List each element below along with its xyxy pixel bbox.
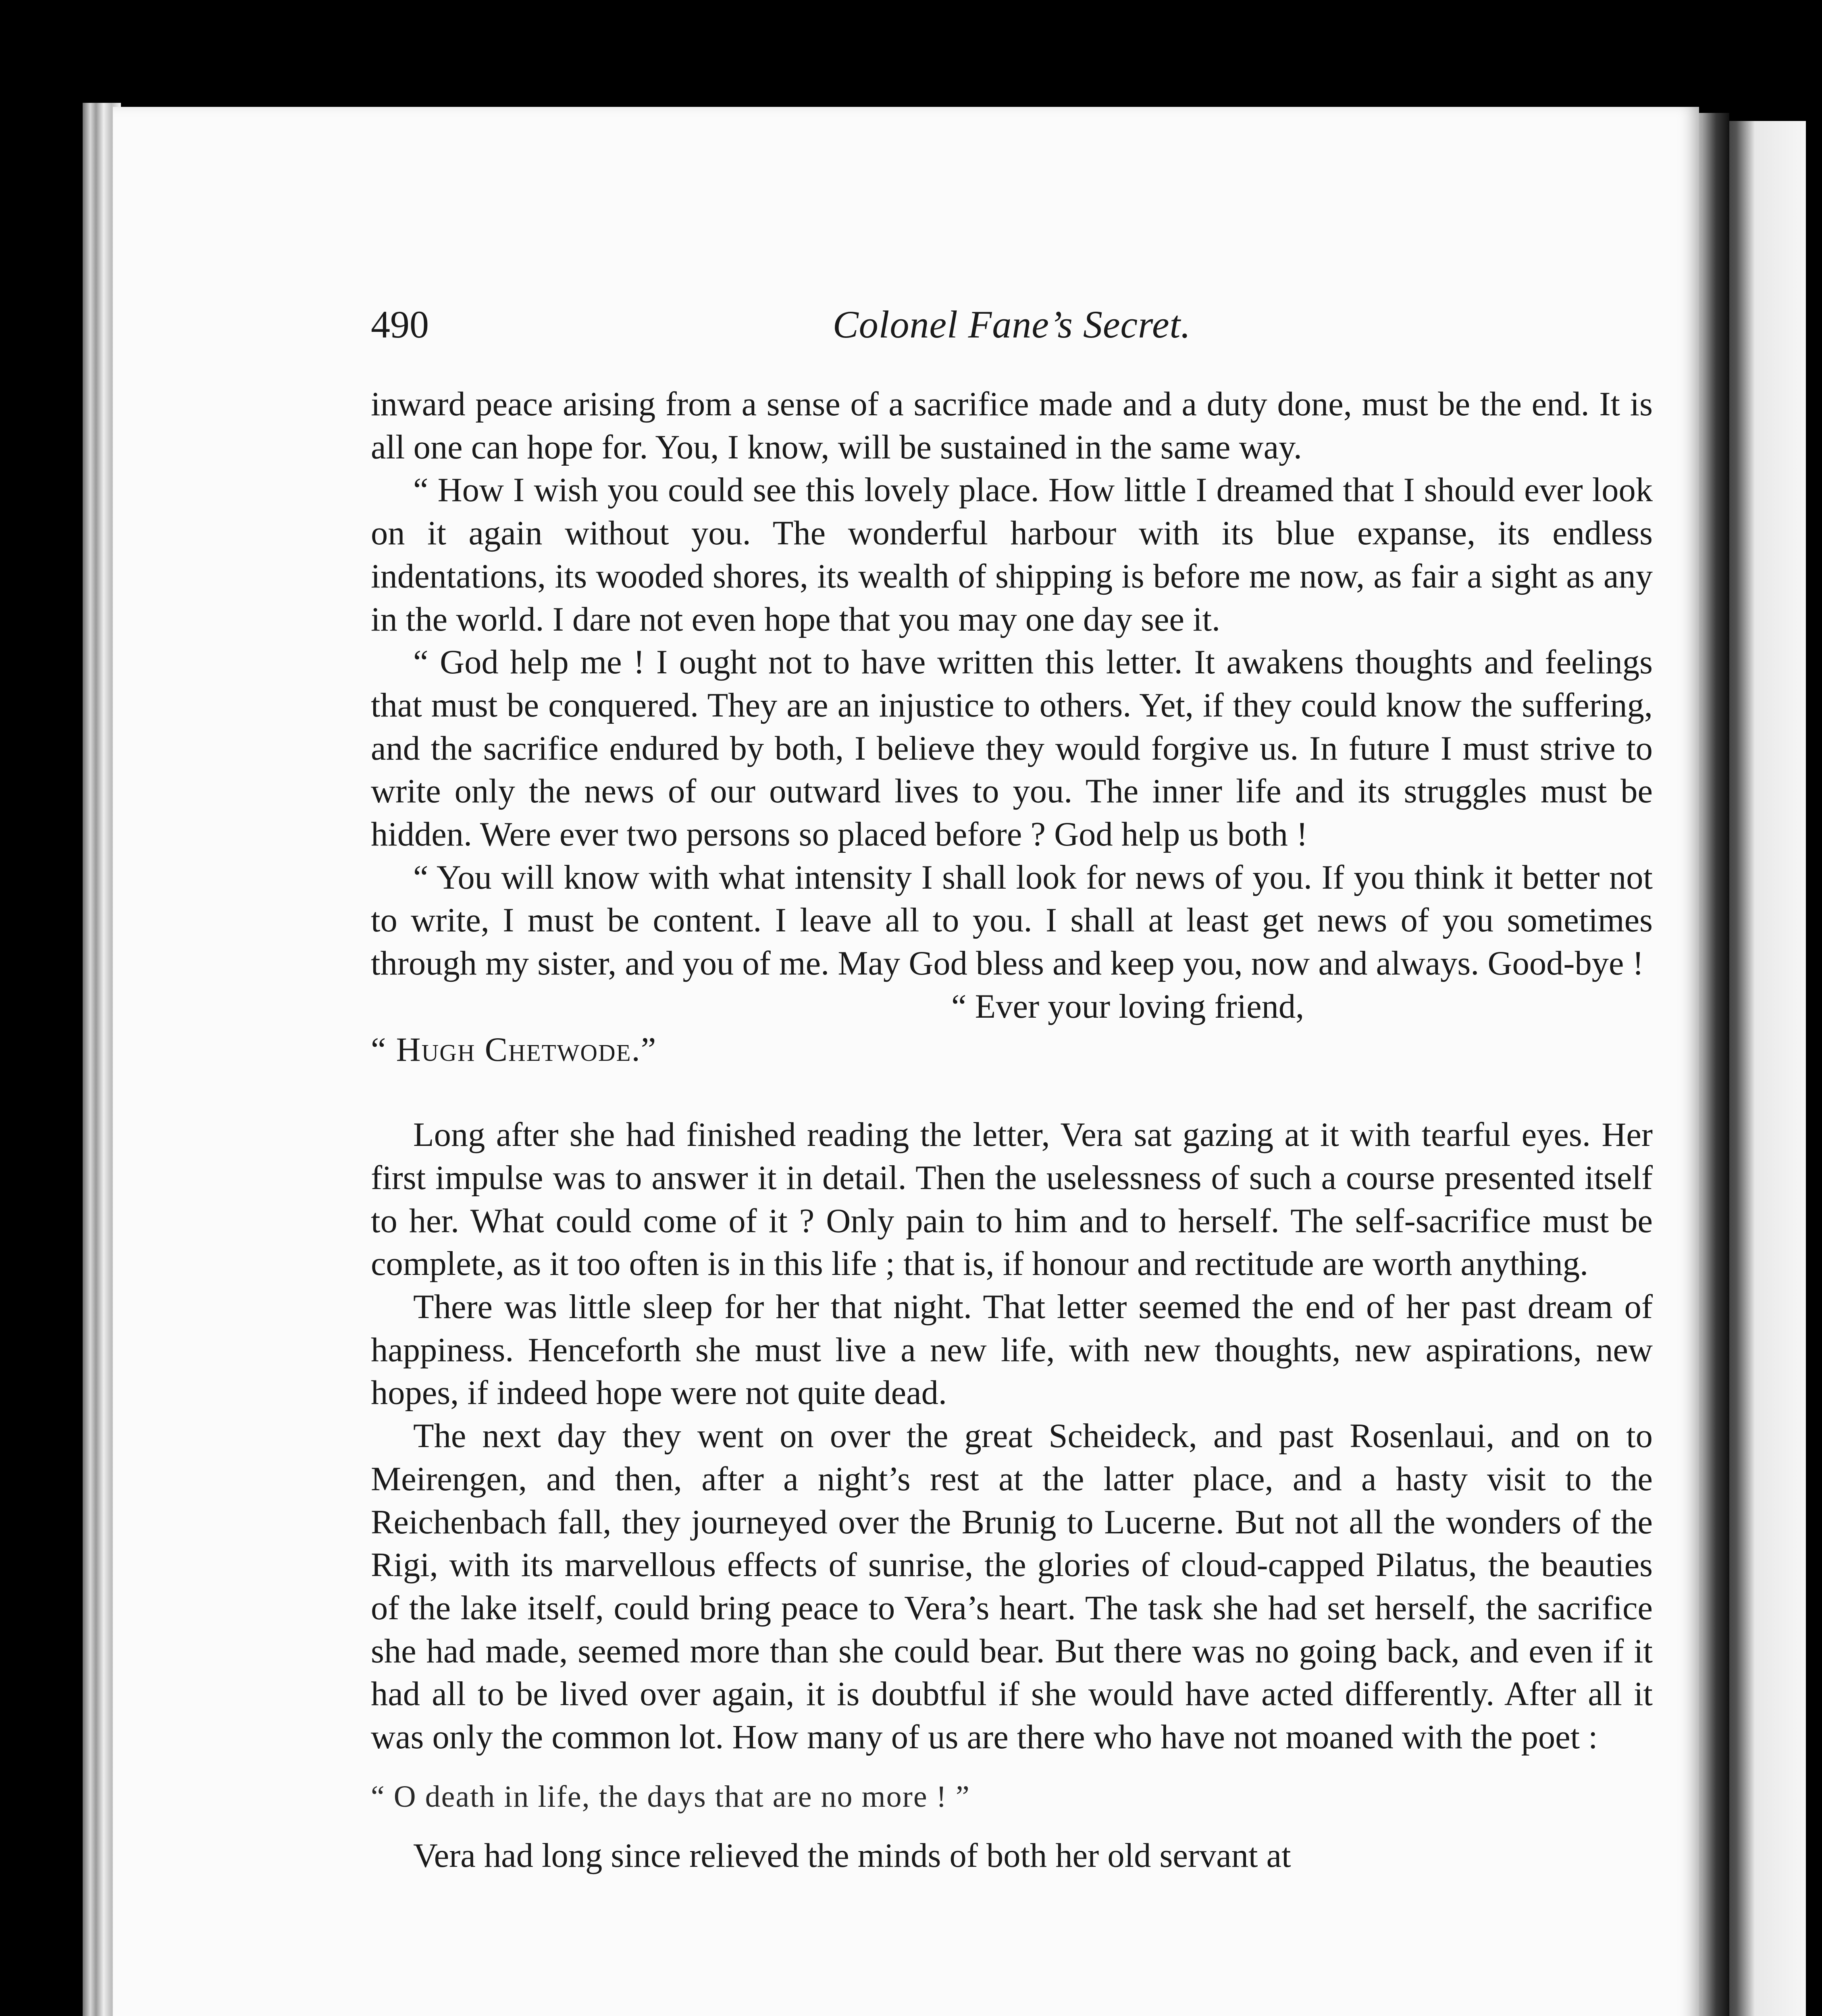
paragraph-3: “ God help me ! I ought not to have written this letter. It awakens thoughts and feelings that must be conquered. They are an injustice to others. Yet, if they could know the suffering, and the sacrifice endured by both, I believe they would forgive us. In future I must strive to write only the news of our outward lives to you. The inner life and its struggles must be hidden. Were ever two persons so placed before ? God help us both !: [371, 644, 1653, 854]
letter-signature: “ Hugh Chetwode.”: [371, 1031, 657, 1068]
running-title: Colonel Fane’s Secret.: [832, 303, 1191, 346]
section-gap: [371, 1071, 1653, 1114]
paragraph-7: The next day they went on over the great Scheideck, and past Rosenlaui, and on to Meirengen, and then, after a night’s rest at the latter place, and a hasty visit to the Reichenbach fall, they journeyed over the Brunig to Lucerne. But not all the wonders of the Rigi, with its marvellous effects of sunrise, the glories of cloud-capped Pilatus, the beauties of the lake itself, could bring peace to Vera’s heart. The task she had set herself, the sacrifice she had made, seemed more than she could bear. But there was no going back, and even if it had all to be lived over again, it is doubtful if she would have acted differently. After all it was only the common lot. How many of us are there who have not moaned with the poet :: [371, 1417, 1653, 1756]
paragraph-4: “ You will know with what intensity I shall look for news of you. If you think it better not to write, I must be content. I leave all to you. I shall at least get news of you sometimes through my sister, and you of me. May God bless and keep you, now and always. Good-bye !: [371, 858, 1653, 983]
paragraph-8: Vera had long since relieved the minds of both her old servant at: [413, 1837, 1291, 1874]
page-number: 490: [371, 303, 429, 346]
book-page: [113, 107, 1699, 2016]
body-text: [371, 383, 1653, 1877]
paragraph-1: inward peace arising from a sense of a sacrifice made and a duty done, must be the end. It is all one can hope for. You, I know, will be sustained in the same way.: [371, 385, 1653, 466]
verse-quote: “ O death in life, the days that are no more ! ”: [371, 1779, 970, 1814]
paragraph-5: Long after she had finished reading the letter, Vera sat gazing at it with tearful eyes. Her first impulse was to answer it in detail. Then the uselessness of such a course presented itself to her. What could come of it ? Only pain to him and to herself. The self-sacrifice must be complete, as it too often is in this life ; that is, if honour and rectitude are worth anything.: [371, 1116, 1653, 1283]
paragraph-2: “ How I wish you could see this lovely place. How little I dreamed that I should ever look on it again without you. The wonderful harbour with its blue expanse, its endless indentations, its wooded shores, its wealth of shipping is before me now, as fair a sight as any in the world. I dare not even hope that you may one day see it.: [371, 471, 1653, 638]
paragraph-6: There was little sleep for her that night. That letter seemed the end of her past dream of happiness. Henceforth she must live a new life, with new thoughts, new aspirations, new hopes, if indeed hope were not quite dead.: [371, 1288, 1653, 1412]
letter-closing: “ Ever your loving friend,: [951, 987, 1304, 1025]
running-head: [371, 300, 1653, 349]
